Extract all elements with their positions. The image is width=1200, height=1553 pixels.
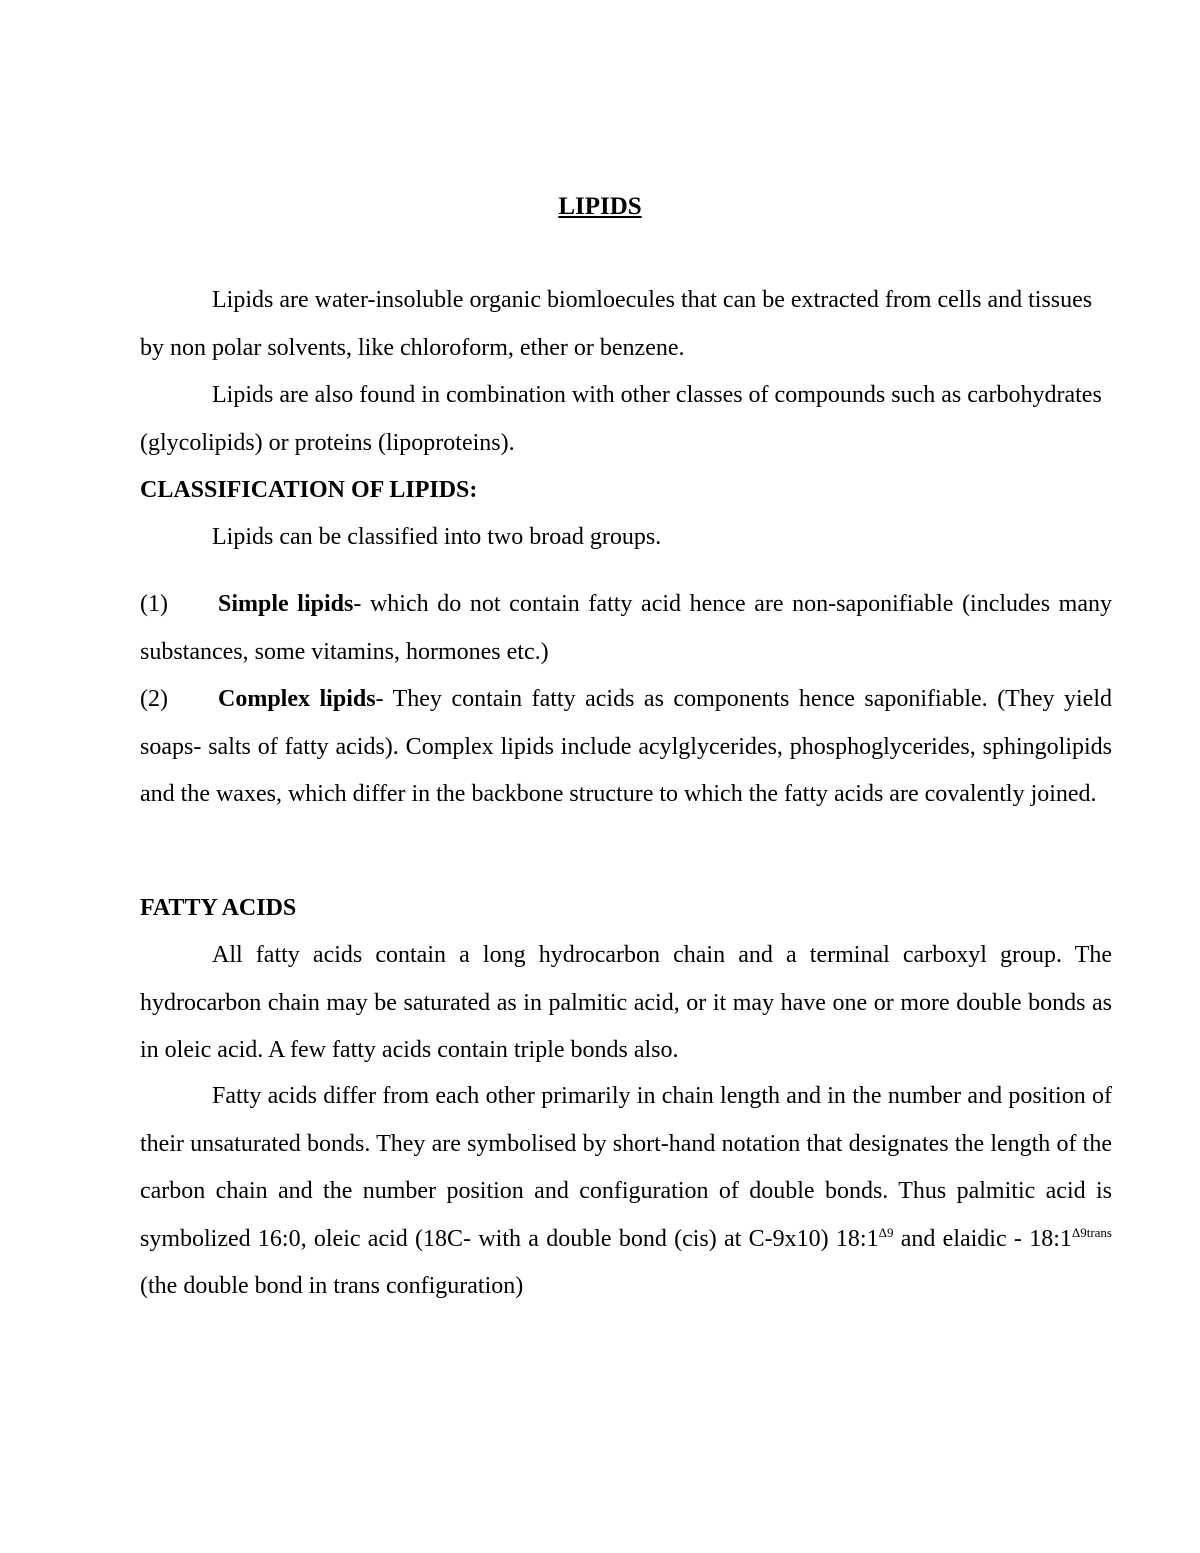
list-item-text: - They contain fatty acids as components hence saponifiable. (They yield soaps- salts of fatty acids). Complex lipids include acylglycerides, phosphoglycerides, sphingolipids and the waxes, which differ in the backbone structure to which the fatty acids are covalently joined.	[140, 686, 1112, 807]
intro-paragraph-1: Lipids are water-insoluble organic biomloecules that can be extracted from cells and tissues by non polar solvents, like chloroform, ether or benzene.	[140, 287, 1093, 361]
classification-heading: CLASSIFICATION OF LIPIDS:	[140, 477, 478, 503]
fatty-acids-paragraph-1: All fatty acids contain a long hydrocarbon chain and a terminal carboxyl group. The hydrocarbon chain may be saturated as in palmitic acid, or it may have one or more double bonds as in oleic acid. A few fatty acids contain triple bonds also.	[140, 942, 1112, 1063]
fatty-acids-paragraph-2	[140, 1073, 1112, 1311]
list-item-number: (2)	[140, 686, 168, 712]
notation-text-1: Fatty acids differ from each other primarily in chain length and in the number and position of their unsaturated bonds. They are symbolised by short-hand notation that designates the length of the carbon chain and the number position and configuration of double bonds. Thus palmitic acid is symbolized 16:0, oleic acid (18C- with a double bond (cis) at C-9x10) 18:1	[140, 1083, 1112, 1252]
fatty-acids-heading: FATTY ACIDS	[140, 895, 297, 921]
list-item-simple-lipids	[140, 581, 1112, 676]
list-item-text: - which do not contain fatty acid hence are non-saponifiable (includes many substances, some vitamins, hormones etc.)	[140, 591, 1112, 665]
list-item-complex-lipids	[140, 676, 1112, 819]
page-title: LIPIDS	[558, 193, 642, 220]
list-item-term: Simple lipids	[218, 591, 354, 617]
notation-text-3: (the double bond in trans configuration)	[140, 1273, 524, 1299]
intro-paragraph-2: Lipids are also found in combination with other classes of compounds such as carbohydrates (glycolipids) or proteins (lipoproteins).	[140, 382, 1102, 456]
classification-intro: Lipids can be classified into two broad groups.	[212, 524, 662, 550]
notation-text-2: and elaidic - 18:1	[893, 1225, 1072, 1252]
elaidic-superscript: Δ9trans	[1071, 1224, 1112, 1240]
list-item-term: Complex lipids	[218, 686, 376, 712]
oleic-superscript: Δ9	[878, 1224, 894, 1240]
list-item-number: (1)	[140, 591, 168, 617]
